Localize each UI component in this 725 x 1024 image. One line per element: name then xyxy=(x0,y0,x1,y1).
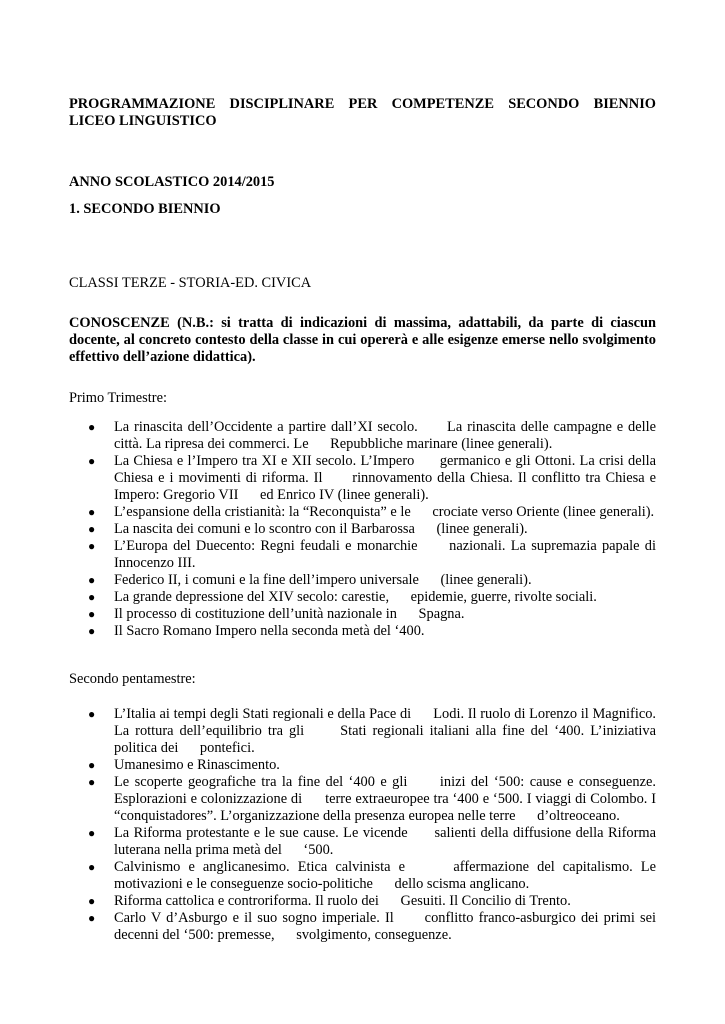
second-period-list xyxy=(69,706,678,944)
list-item xyxy=(69,910,660,944)
list-item-text: L’Europa del Duecento: Regni feudali e monarchie nazionali. La supremazia papale di Innocenzo III. xyxy=(114,538,660,571)
list-item-text: Riforma cattolica e controriforma. Il ruolo dei Gesuiti. Il Concilio di Trento. xyxy=(114,893,571,909)
list-item-text: Il Sacro Romano Impero nella seconda metà del ‘400. xyxy=(114,623,425,639)
bullet-icon: ● xyxy=(88,522,96,536)
list-item xyxy=(69,623,656,640)
bullet-icon: ● xyxy=(88,758,96,772)
bullet-icon: ● xyxy=(88,775,96,789)
list-item-text: Carlo V d’Asburgo e il suo sogno imperiale. Il conflitto franco-asburgico dei primi sei decenni del ‘500: premesse, svolgimento, conseguenze. xyxy=(114,910,660,943)
second-period-heading: Secondo pentamestre: xyxy=(69,671,196,687)
knowledge-note: CONOSCENZE (N.B.: si tratta di indicazioni di massima, adattabili, da parte di ciascun docente, al concreto contesto della classe in cui opererà e alle esigenze emerse nello svolgimento effettivo dell’azione didattica). xyxy=(69,315,656,365)
list-item xyxy=(69,757,656,774)
bullet-icon: ● xyxy=(88,420,96,434)
bullet-icon: ● xyxy=(88,505,96,519)
list-item xyxy=(69,893,656,910)
list-item xyxy=(69,504,656,521)
bullet-icon: ● xyxy=(88,539,96,553)
list-item-text: L’espansione della cristianità: la “Reconquista” e le crociate verso Oriente (linee generali). xyxy=(114,504,655,520)
school-year: ANNO SCOLASTICO 2014/2015 xyxy=(69,174,275,190)
list-item-text: Il processo di costituzione dell’unità nazionale in Spagna. xyxy=(114,606,465,622)
bullet-icon: ● xyxy=(88,607,96,621)
list-item xyxy=(69,859,660,893)
bullet-icon: ● xyxy=(88,590,96,604)
list-item xyxy=(69,589,656,606)
subject-heading: CLASSI TERZE - STORIA-ED. CIVICA xyxy=(69,275,312,291)
list-item-text: Le scoperte geografiche tra la fine del ‘400 e gli inizi del ‘500: cause e conseguenze. Esplorazioni e colonizzazione di terre extraeuropee tra ‘400 e ‘500. I viaggi di Colombo. I “conquistadores”. L’organizzazione della presenza europea nelle terre d’oltreoceano. xyxy=(114,774,678,824)
title-line-2: LICEO LINGUISTICO xyxy=(69,113,217,129)
list-item-text: La Chiesa e l’Impero tra XI e XII secolo. L’Impero germanico e gli Ottoni. La crisi della Chiesa e i movimenti di riforma. Il rinnovamento della Chiesa. Il conflitto tra Chiesa e Impero: Gregorio VII ed Enrico IV (linee generali). xyxy=(114,453,660,503)
list-item-text: La nascita dei comuni e lo scontro con il Barbarossa (linee generali). xyxy=(114,521,528,537)
list-item xyxy=(69,521,656,538)
list-item-text: Federico II, i comuni e la fine dell’impero universale (linee generali). xyxy=(114,572,532,588)
list-item xyxy=(69,774,678,825)
list-item-text: Calvinismo e anglicanesimo. Etica calvinista e affermazione del capitalismo. Le motivazioni e le conseguenze socio-politiche dello scisma anglicano. xyxy=(114,859,660,892)
section-heading: 1. SECONDO BIENNIO xyxy=(69,201,221,217)
list-item-text: Umanesimo e Rinascimento. xyxy=(114,757,280,773)
list-item-text: La rinascita dell’Occidente a partire dall’XI secolo. La rinascita delle campagne e delle città. La ripresa dei commerci. Le Repubbliche marinare (linee generali). xyxy=(114,419,660,452)
title-line-1: PROGRAMMAZIONE DISCIPLINARE PER COMPETENZE SECONDO BIENNIO xyxy=(69,96,656,112)
list-item-text: La Riforma protestante e le sue cause. Le vicende salienti della diffusione della Riforma luterana nella prima metà del ‘500. xyxy=(114,825,660,858)
list-item xyxy=(69,706,660,757)
list-item xyxy=(69,825,660,859)
bullet-icon: ● xyxy=(88,624,96,638)
first-period-list xyxy=(69,419,660,640)
bullet-icon: ● xyxy=(88,860,96,874)
list-item xyxy=(69,538,660,572)
list-item-text: L’Italia ai tempi degli Stati regionali e della Pace di Lodi. Il ruolo di Lorenzo il Magnifico. La rottura dell’equilibrio tra gli Stati regionali italiani alla fine del ‘400. L’iniziativa politica dei pontefici. xyxy=(114,706,660,756)
list-item xyxy=(69,572,656,589)
bullet-icon: ● xyxy=(88,454,96,468)
first-period-heading: Primo Trimestre: xyxy=(69,390,167,406)
bullet-icon: ● xyxy=(88,911,96,925)
bullet-icon: ● xyxy=(88,894,96,908)
list-item xyxy=(69,453,660,504)
list-item xyxy=(69,419,660,453)
bullet-icon: ● xyxy=(88,573,96,587)
bullet-icon: ● xyxy=(88,826,96,840)
bullet-icon: ● xyxy=(88,707,96,721)
list-item xyxy=(69,606,656,623)
list-item-text: La grande depressione del XIV secolo: carestie, epidemie, guerre, rivolte sociali. xyxy=(114,589,597,605)
